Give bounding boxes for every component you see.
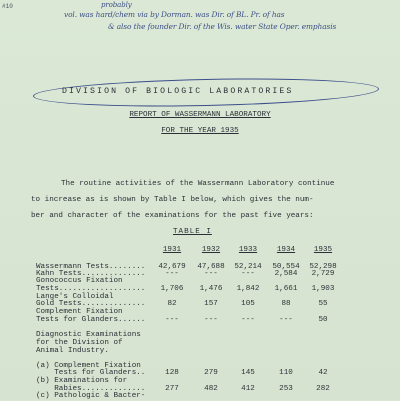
cell: 2,729 xyxy=(311,270,335,278)
table-row xyxy=(0,316,400,325)
handwritten-note-line-0: probably xyxy=(101,1,132,9)
handwritten-note-line-2: & also the founder Dir. of the Wis. water State Oper. emphasis xyxy=(108,22,337,31)
cell: 42,679 xyxy=(158,263,186,271)
cell: 1,476 xyxy=(199,285,223,293)
cell: 47,688 xyxy=(197,263,225,271)
report-year: FOR THE YEAR 1935 xyxy=(161,127,239,135)
row-label: Gonococcus Fixation xyxy=(36,277,123,285)
cell: 55 xyxy=(318,300,328,308)
row-label: Tests for Glanders.. xyxy=(36,369,146,377)
row-label: (c) Pathologic & Bacter- xyxy=(36,392,146,400)
year-header: 1932 xyxy=(201,246,221,254)
cell: 277 xyxy=(165,385,179,393)
row-label: for the Division of xyxy=(36,339,123,347)
cell: 110 xyxy=(279,369,293,377)
cell: 1,706 xyxy=(160,285,184,293)
row-label: Rabies.............. xyxy=(36,385,146,393)
division-heading: DIVISION OF BIOLOGIC LABORATORIES xyxy=(62,87,294,96)
cell: 2,584 xyxy=(274,270,298,278)
cell: 282 xyxy=(316,385,330,393)
row-label: Gold Tests.............. xyxy=(36,300,146,308)
cell: 52,214 xyxy=(234,263,262,271)
cell: 157 xyxy=(204,300,218,308)
cell: 1,661 xyxy=(274,285,298,293)
cell: 145 xyxy=(241,369,255,377)
handwritten-note-line-1: vol. was hard/chem via by Dorman. was Dir. of BL. Pr. of has xyxy=(64,10,285,19)
row-label: Tests for Glanders...... xyxy=(36,316,146,324)
table-row xyxy=(0,347,400,356)
cell: --- xyxy=(165,270,179,278)
cell: 279 xyxy=(204,369,218,377)
table-title: TABLE I xyxy=(173,228,212,236)
cell: 1,842 xyxy=(236,285,260,293)
cell: 1,903 xyxy=(311,285,335,293)
row-label: Animal Industry. xyxy=(36,347,109,355)
cell: --- xyxy=(165,316,179,324)
row-label: Wassermann Tests........ xyxy=(36,263,146,271)
cell: 482 xyxy=(204,385,218,393)
year-header: 1934 xyxy=(276,246,296,254)
cell: 105 xyxy=(241,300,255,308)
row-label: (b) Examinations for xyxy=(36,377,128,385)
paragraph-line-2: to increase as is shown by Table I below, which gives the num- xyxy=(31,196,314,204)
row-label: Diagnostic Examinations xyxy=(36,331,141,339)
corner-mark: #10 xyxy=(2,3,13,10)
cell: 88 xyxy=(281,300,291,308)
cell: --- xyxy=(241,316,255,324)
cell: --- xyxy=(204,316,218,324)
row-label: Lange's Colloidal xyxy=(36,293,114,301)
cell: --- xyxy=(279,316,293,324)
paragraph-line-3: ber and character of the examinations for the past five years: xyxy=(31,212,314,220)
cell: 50 xyxy=(318,316,328,324)
row-label: (a) Complement Fixation xyxy=(36,362,141,370)
row-label: Complement Fixation xyxy=(36,308,123,316)
cell: --- xyxy=(204,270,218,278)
cell: 42 xyxy=(318,369,328,377)
year-header: 1933 xyxy=(238,246,258,254)
cell: 50,554 xyxy=(272,263,300,271)
row-label: Tests................... xyxy=(36,285,146,293)
cell: 412 xyxy=(241,385,255,393)
cell: 128 xyxy=(165,369,179,377)
cell: 82 xyxy=(167,300,177,308)
cell: 52,298 xyxy=(309,263,337,271)
paragraph-line-1: The routine activities of the Wassermann Laboratory continue xyxy=(61,180,335,188)
year-header: 1931 xyxy=(162,246,182,254)
report-title: REPORT OF WASSERMANN LABORATORY xyxy=(129,111,271,119)
cell: 253 xyxy=(279,385,293,393)
year-header: 1935 xyxy=(313,246,333,254)
row-label: Kahn Tests.............. xyxy=(36,270,146,278)
table-header-row xyxy=(0,246,400,255)
cell: --- xyxy=(241,270,255,278)
